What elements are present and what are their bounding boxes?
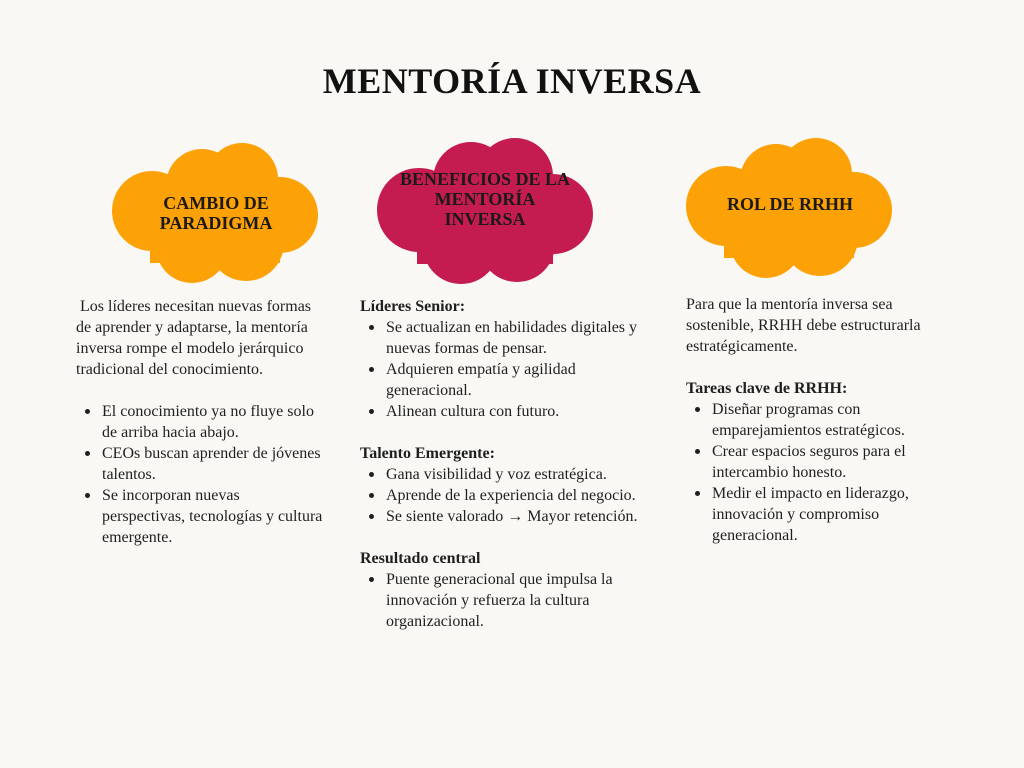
right-column xyxy=(686,294,936,546)
bullet-list xyxy=(360,569,652,632)
center-column xyxy=(360,296,652,632)
list-item: CEOs buscan aprender de jóvenes talentos. xyxy=(102,443,326,485)
cloud-label xyxy=(375,126,595,272)
page-title: MENTORÍA INVERSA xyxy=(322,61,702,101)
list-item: Diseñar programas con emparejamientos estratégicos. xyxy=(712,399,936,441)
list-item: Aprende de la experiencia del negocio. xyxy=(386,485,652,506)
cloud-label xyxy=(684,134,896,274)
list-item: Alinean cultura con futuro. xyxy=(386,401,652,422)
list-item: Adquieren empatía y agilidad generacional. xyxy=(386,359,652,401)
list-item: Gana visibilidad y voz estratégica. xyxy=(386,464,652,485)
cloud-label-line: INVERSA xyxy=(444,209,526,229)
bullet-list xyxy=(360,317,652,422)
list-item: Se actualizan en habilidades digitales y nuevas formas de pensar. xyxy=(386,317,652,359)
list-item: Crear espacios seguros para el intercambio honesto. xyxy=(712,441,936,483)
cloud-label-line: BENEFICIOS DE LA xyxy=(399,169,571,189)
section-heading: Tareas clave de RRHH: xyxy=(686,380,848,397)
section-heading: Talento Emergente: xyxy=(360,445,495,462)
intro-paragraph: Los líderes necesitan nuevas formas de aprender y adaptarse, la mentoría inversa rompe el modelo jerárquico tradicional del conocimiento. xyxy=(76,298,316,378)
cloud-label-line: PARADIGMA xyxy=(159,213,273,233)
bullet-list xyxy=(76,401,326,548)
section-heading: Líderes Senior: xyxy=(360,298,466,315)
bullet-list xyxy=(686,399,936,546)
intro-paragraph: Para que la mentoría inversa sea sostenible, RRHH debe estructurarla estratégicamente. xyxy=(686,296,921,355)
bullet-list xyxy=(360,464,652,527)
cloud-rol-de-rrhh xyxy=(684,138,896,278)
cloud-beneficios xyxy=(375,138,595,284)
list-item: Se incorporan nuevas perspectivas, tecnologías y cultura emergente. xyxy=(102,485,326,548)
left-column xyxy=(76,296,326,548)
list-item: Puente generacional que impulsa la innovación y refuerza la cultura organizacional. xyxy=(386,569,652,632)
section-heading: Resultado central xyxy=(360,550,481,567)
cloud-label xyxy=(110,143,322,283)
list-item: Se siente valorado → Mayor retención. xyxy=(386,506,652,527)
cloud-label-line: MENTORÍA xyxy=(434,189,536,209)
cloud-label-line: CAMBIO DE xyxy=(163,193,269,213)
list-item: El conocimiento ya no fluye solo de arriba hacia abajo. xyxy=(102,401,326,443)
cloud-cambio-de-paradigma xyxy=(110,143,322,283)
list-item: Medir el impacto en liderazgo, innovación y compromiso generacional. xyxy=(712,483,936,546)
cloud-label-line: ROL DE RRHH xyxy=(726,194,854,214)
